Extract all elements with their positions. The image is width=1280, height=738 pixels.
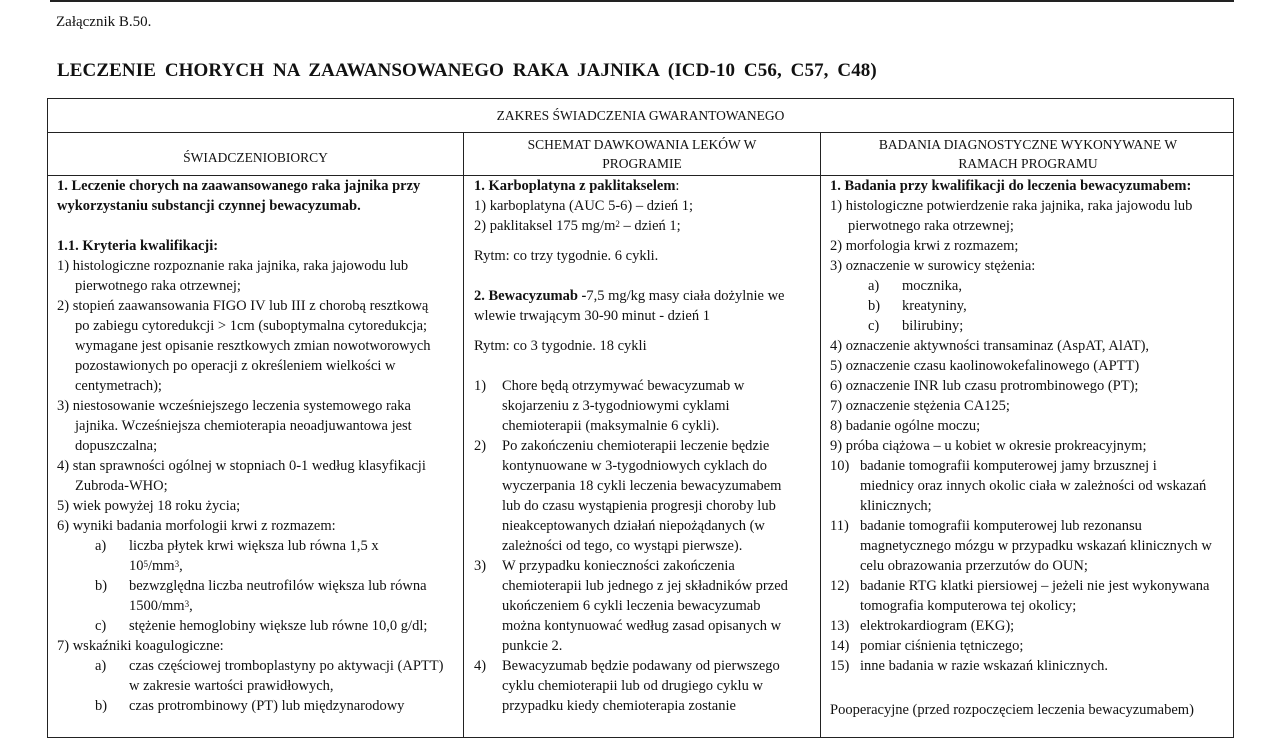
criteria-line: 2) stopień zaawansowania FIGO IV lub III z chorobą resztkową: [57, 298, 429, 314]
annex-label: Załącznik B.50.: [56, 14, 152, 30]
item-number: 3): [474, 558, 487, 574]
test-text-cont: celu obrazowania przerzutów do OUN;: [860, 558, 1088, 574]
text: – dzień 1;: [619, 218, 681, 234]
item-line: skojarzeniu z 3-tygodniowymi cyklami: [502, 398, 730, 414]
criteria-line: 1) histologiczne rozpoznanie raka jajnika, raka jajowodu lub: [57, 258, 409, 274]
program-table: [47, 98, 1234, 738]
test-text: pomiar ciśnienia tętniczego;: [860, 638, 1024, 654]
sub-item-marker: b): [95, 698, 108, 714]
sub-item: [57, 536, 457, 556]
sub-item-text: mocznika,: [902, 278, 962, 294]
dose-line: 1) karboplatyna (AUC 5-6) – dzień 1;: [474, 198, 694, 214]
superscript: 2: [615, 219, 620, 229]
column-header-beneficiaries: [48, 132, 463, 175]
criteria-line: jajnika. Wcześniejsza chemioterapia neoadjuwantowa jest: [75, 418, 412, 434]
sub-item-text: czas protrombinowy (PT) lub międzynarodowy: [129, 698, 405, 714]
test-text-cont: klinicznych;: [860, 498, 932, 514]
sub-item-marker: b): [868, 298, 881, 314]
sub-item: [57, 696, 457, 716]
numbered-test: [830, 456, 1230, 476]
sub-item: [57, 576, 457, 596]
item-line: przypadku kiedy chemioterapia zostanie: [502, 698, 736, 714]
test-text: inne badania w razie wskazań klinicznych.: [860, 658, 1109, 674]
numbered-test: [830, 656, 1230, 676]
test-line: 7) oznaczenie stężenia CA125;: [830, 398, 1010, 414]
numbered-test: [830, 616, 1230, 636]
criteria-line: dopuszczalna;: [75, 438, 158, 454]
regimen-name: 2. Bewacyzumab -: [474, 288, 587, 304]
item-line: zależności od tego, co wystąpi pierwsze).: [502, 538, 743, 554]
sub-item-text: stężenie hemoglobiny większe lub równe 10,0 g/dl;: [129, 618, 428, 634]
sub-item-text: bilirubiny;: [902, 318, 964, 334]
sub-item-text: kreatyniny,: [902, 298, 967, 314]
sub-item: [57, 656, 457, 676]
column-header-text: RAMACH PROGRAMU: [958, 155, 1098, 171]
dosing-rule-item: [474, 556, 814, 656]
dose-line: [474, 216, 814, 236]
item-line: ukończeniem 6 cykli leczenia bewacyzumab: [502, 598, 761, 614]
item-line: punkcie 2.: [502, 638, 563, 654]
numbered-test: [830, 576, 1230, 596]
text: :: [675, 178, 680, 194]
dose-line: wlewie trwającym 30-90 minut - dzień 1: [474, 308, 710, 324]
dosing-column: [474, 176, 814, 716]
section-heading: wykorzystaniu substancji czynnej bewacyzumab.: [57, 198, 361, 214]
test-line: pierwotnego raka otrzewnej;: [848, 218, 1014, 234]
item-line: W przypadku konieczności zakończenia: [502, 558, 735, 574]
column-header-text: BADANIA DIAGNOSTYCZNE WYKONYWANE W: [878, 136, 1178, 152]
sub-item: [830, 316, 1230, 336]
item-number: 11): [830, 518, 849, 534]
item-line: chemioterapii lub jednego z jej składników przed: [502, 578, 788, 594]
column-header-diagnostics: [821, 132, 1235, 175]
test-text: badanie tomografii komputerowej jamy brzusznej i: [860, 458, 1157, 474]
sub-item: [57, 616, 457, 636]
sub-item-cont: [57, 556, 457, 576]
item-text: [502, 556, 788, 656]
criteria-line: 3) niestosowanie wcześniejszego leczenia systemowego raka: [57, 398, 411, 414]
section-heading: 1. Leczenie chorych na zaawansowanego raka jajnika przy: [57, 178, 421, 194]
test-line: 2) morfologia krwi z rozmazem;: [830, 238, 1019, 254]
item-line: można kontynuować według zasad opisanych w: [502, 618, 782, 634]
rhythm-line: Rytm: co trzy tygodnie. 6 cykli.: [474, 248, 659, 264]
item-line: kontynuowane w 3-tygodniowych cyklach do: [502, 458, 767, 474]
item-text: [502, 376, 744, 436]
dosing-rules-list: [474, 376, 814, 716]
item-line: Chore będą otrzymywać bewacyzumab w: [502, 378, 745, 394]
text: 1500/mm: [129, 598, 185, 614]
item-number: 1): [474, 378, 487, 394]
regimen-heading: [474, 286, 814, 306]
item-line: cyklu chemioterapii lub od drugiego cyklu w: [502, 678, 763, 694]
numbered-test: [830, 636, 1230, 656]
item-number: 13): [830, 618, 850, 634]
diagnostics-column: [830, 176, 1230, 720]
item-line: Po zakończeniu chemioterapii leczenie będzie: [502, 438, 770, 454]
regimen-heading: [474, 176, 814, 196]
column-header-dosing: [464, 132, 820, 175]
sub-item-marker: c): [95, 618, 107, 634]
item-text: [502, 656, 780, 716]
numbered-test: [830, 516, 1230, 536]
document-title: LECZENIE CHORYCH NA ZAAWANSOWANEGO RAKA JAJNIKA (ICD-10 C56, C57, C48): [57, 60, 877, 81]
sub-item-marker: a): [95, 658, 107, 674]
test-text-cont: magnetycznego mózgu w przypadku wskazań klinicznych w: [860, 538, 1212, 554]
item-number: 14): [830, 638, 850, 654]
rhythm-line: Rytm: co 3 tygodnie. 18 cykli: [474, 338, 647, 354]
sub-item-marker: a): [868, 278, 880, 294]
criteria-line: Zubroda-WHO;: [75, 478, 168, 494]
sub-item-cont: w zakresie wartości prawidłowych,: [129, 678, 334, 694]
superscript: 3: [184, 599, 190, 609]
section-heading: 1. Badania przy kwalifikacji do leczenia bewacyzumabem:: [830, 178, 1192, 194]
text: ,: [179, 558, 183, 574]
column-header-text: ŚWIADCZENIOBIORCY: [183, 150, 328, 165]
test-text: badanie RTG klatki piersiowej – jeżeli nie jest wykonywana: [860, 578, 1210, 594]
criteria-line: 5) wiek powyżej 18 roku życia;: [57, 498, 241, 514]
text: 10: [129, 558, 144, 574]
item-number: 15): [830, 658, 850, 674]
column-divider: [463, 132, 464, 737]
test-text-cont: miednicy oraz innych okolic ciała w zależności od wskazań: [860, 478, 1207, 494]
column-header-text: SCHEMAT DAWKOWANIA LEKÓW W: [527, 136, 757, 152]
sub-item-marker: a): [95, 538, 107, 554]
beneficiaries-column: [57, 176, 457, 716]
dosing-rule-item: [474, 376, 814, 436]
criteria-line: pierwotnego raka otrzewnej;: [75, 278, 241, 294]
test-line: 3) oznaczenie w surowicy stężenia:: [830, 258, 1036, 274]
superscript: 3: [174, 559, 180, 569]
text: 7,5 mg/kg masy ciała dożylnie we: [586, 288, 785, 304]
dosing-rule-item: [474, 436, 814, 556]
column-header-text: PROGRAMIE: [602, 155, 682, 171]
criteria-line: 4) stan sprawności ogólnej w stopniach 0-1 według klasyfikacji: [57, 458, 426, 474]
table-main-header: ZAKRES ŚWIADCZENIA GWARANTOWANEGO: [48, 99, 1233, 133]
sub-item: [830, 296, 1230, 316]
item-number: 10): [830, 458, 850, 474]
column-divider: [820, 132, 821, 737]
criteria-line: 6) wyniki badania morfologii krwi z rozmazem:: [57, 518, 336, 534]
item-line: Bewacyzumab będzie podawany od pierwszego: [502, 658, 780, 674]
criteria-line: 7) wskaźniki koagulogiczne:: [57, 638, 224, 654]
test-line: 9) próba ciążowa – u kobiet w okresie prokreacyjnym;: [830, 438, 1147, 454]
item-number: 4): [474, 658, 487, 674]
sub-item-cont: [57, 596, 457, 616]
item-line: nieakceptowanych działań niepożądanych (w: [502, 518, 765, 534]
text: 2) paklitaksel 175 mg/m: [474, 218, 616, 234]
dosing-rule-item: [474, 656, 814, 716]
item-number: 2): [474, 438, 487, 454]
test-line: 5) oznaczenie czasu kaolinowokefalinowego (APTT): [830, 358, 1140, 374]
criteria-line: centymetrach);: [75, 378, 162, 394]
postoperative-heading: Pooperacyjne (przed rozpoczęciem leczenia bewacyzumabem): [830, 702, 1194, 718]
item-line: lub do czasu wystąpienia progresji choroby lub: [502, 498, 776, 514]
test-text-cont: tomografia komputerowa tej okolicy;: [860, 598, 1077, 614]
sub-item: [830, 276, 1230, 296]
test-line: 8) badanie ogólne moczu;: [830, 418, 981, 434]
item-text: [502, 436, 781, 556]
test-line: 6) oznaczenie INR lub czasu protrombinowego (PT);: [830, 378, 1139, 394]
test-line: 4) oznaczenie aktywności transaminaz (AspAT, AlAT),: [830, 338, 1150, 354]
item-line: chemioterapii (maksymalnie 6 cykli).: [502, 418, 720, 434]
sub-item-text: liczba płytek krwi większa lub równa 1,5 x: [129, 538, 379, 554]
sub-item-marker: c): [868, 318, 880, 334]
regimen-name: 1. Karboplatyna z paklitakselem: [474, 178, 676, 194]
test-text: elektrokardiogram (EKG);: [860, 618, 1015, 634]
sub-item-text: bezwzględna liczba neutrofilów większa lub równa: [129, 578, 427, 594]
superscript: 5: [143, 559, 148, 569]
criteria-line: po zabiegu cytoredukcji > 1cm (suboptymalna cytoredukcja;: [75, 318, 428, 334]
sub-item-text: czas częściowej tromboplastyny po aktywacji (APTT): [129, 658, 444, 674]
subsection-heading: 1.1. Kryteria kwalifikacji:: [57, 238, 219, 254]
test-text: badanie tomografii komputerowej lub rezonansu: [860, 518, 1142, 534]
item-line: wyczerpania 18 cykli leczenia bewacyzumabem: [502, 478, 782, 494]
text: ,: [189, 598, 193, 614]
text: /mm: [148, 558, 175, 574]
item-number: 12): [830, 578, 850, 594]
sub-item-marker: b): [95, 578, 108, 594]
test-line: 1) histologiczne potwierdzenie raka jajnika, raka jajowodu lub: [830, 198, 1193, 214]
criteria-line: wymagane jest opisanie resztkowych zmian nowotworowych: [75, 338, 431, 354]
top-rule: [50, 0, 1234, 2]
criteria-line: pozostawionych po operacji z określeniem wielkości w: [75, 358, 396, 374]
